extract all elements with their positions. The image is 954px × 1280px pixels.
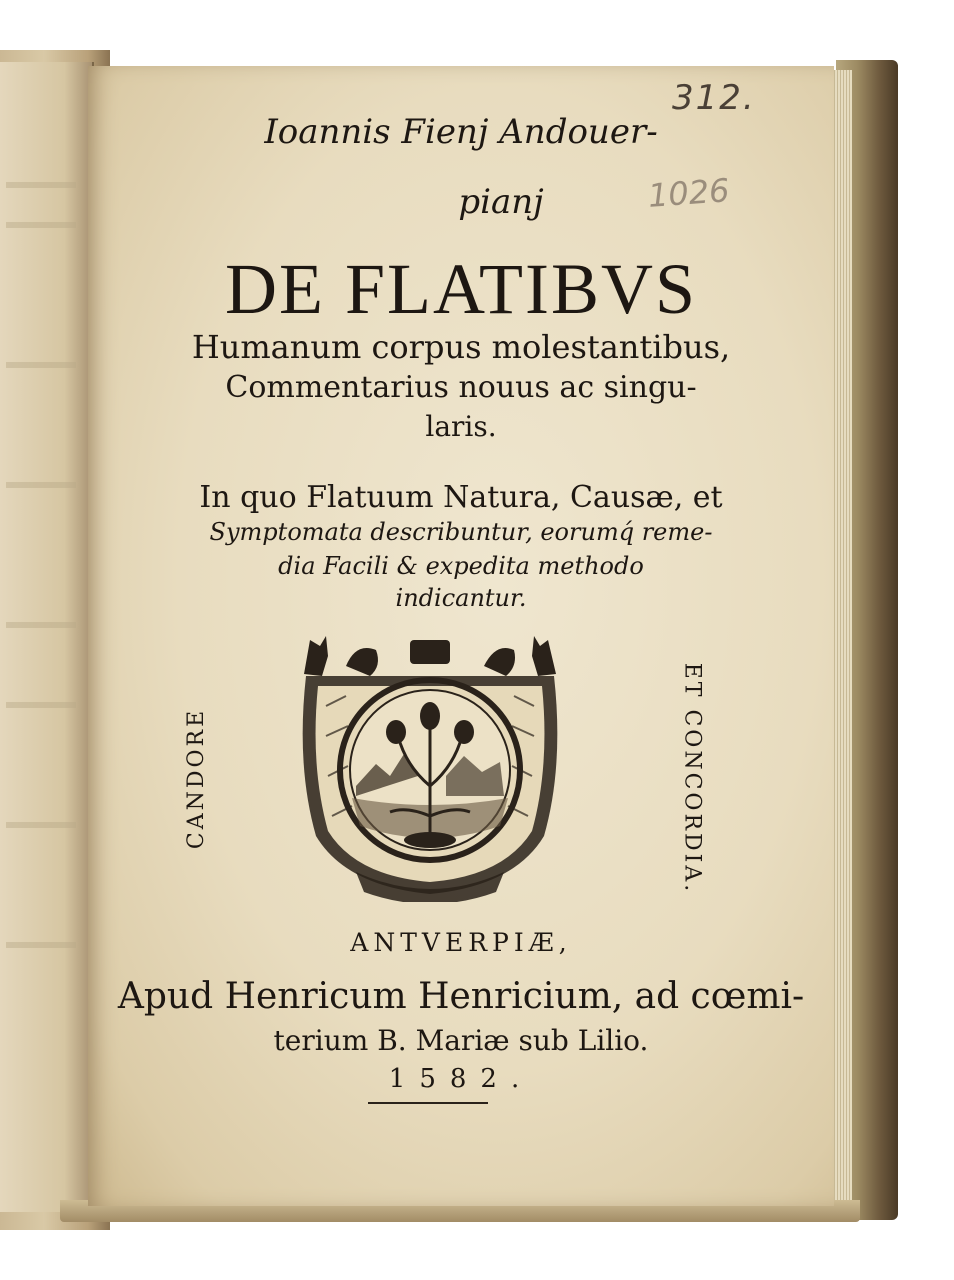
subtitle-line-2: Commentarius nouus ac singu- (225, 370, 697, 405)
description-line-2: Symptomata describuntur, eorumq́ reme- (209, 518, 713, 546)
subtitle-line-3: laris. (425, 410, 497, 443)
stamp-number: 1026 (646, 171, 731, 215)
title-page (88, 66, 834, 1206)
subtitle-line-1: Humanum corpus molestantibus, (191, 328, 731, 366)
author-line-1: Ioannis Fienj Andouer- (264, 112, 658, 152)
description-line-3: dia Facili & expedita methodo (278, 552, 644, 580)
printers-device-woodcut (286, 636, 574, 902)
place-of-publication: ANTVERPIÆ, (350, 928, 572, 957)
publisher-line-2: terium B. Mariæ sub Lilio. (273, 1024, 649, 1057)
device-motto-right: ET CONCORDIA. (679, 662, 705, 895)
publisher-line-1: Apud Henricum Henricium, ad cœmi- (117, 976, 805, 1017)
left-page-edge (0, 62, 94, 1212)
handwritten-shelfmark: 312. (672, 78, 756, 118)
description-line-4: indicantur. (395, 584, 527, 612)
author-line-2: pianj (458, 182, 544, 222)
publication-year: 1582. (388, 1064, 534, 1094)
year-underline (368, 1102, 488, 1104)
description-line-1: In quo Flatuum Natura, Causæ, et (199, 480, 723, 515)
book-title: DE FLATIBVS (224, 249, 698, 329)
device-motto-left: CANDORE (184, 707, 210, 850)
